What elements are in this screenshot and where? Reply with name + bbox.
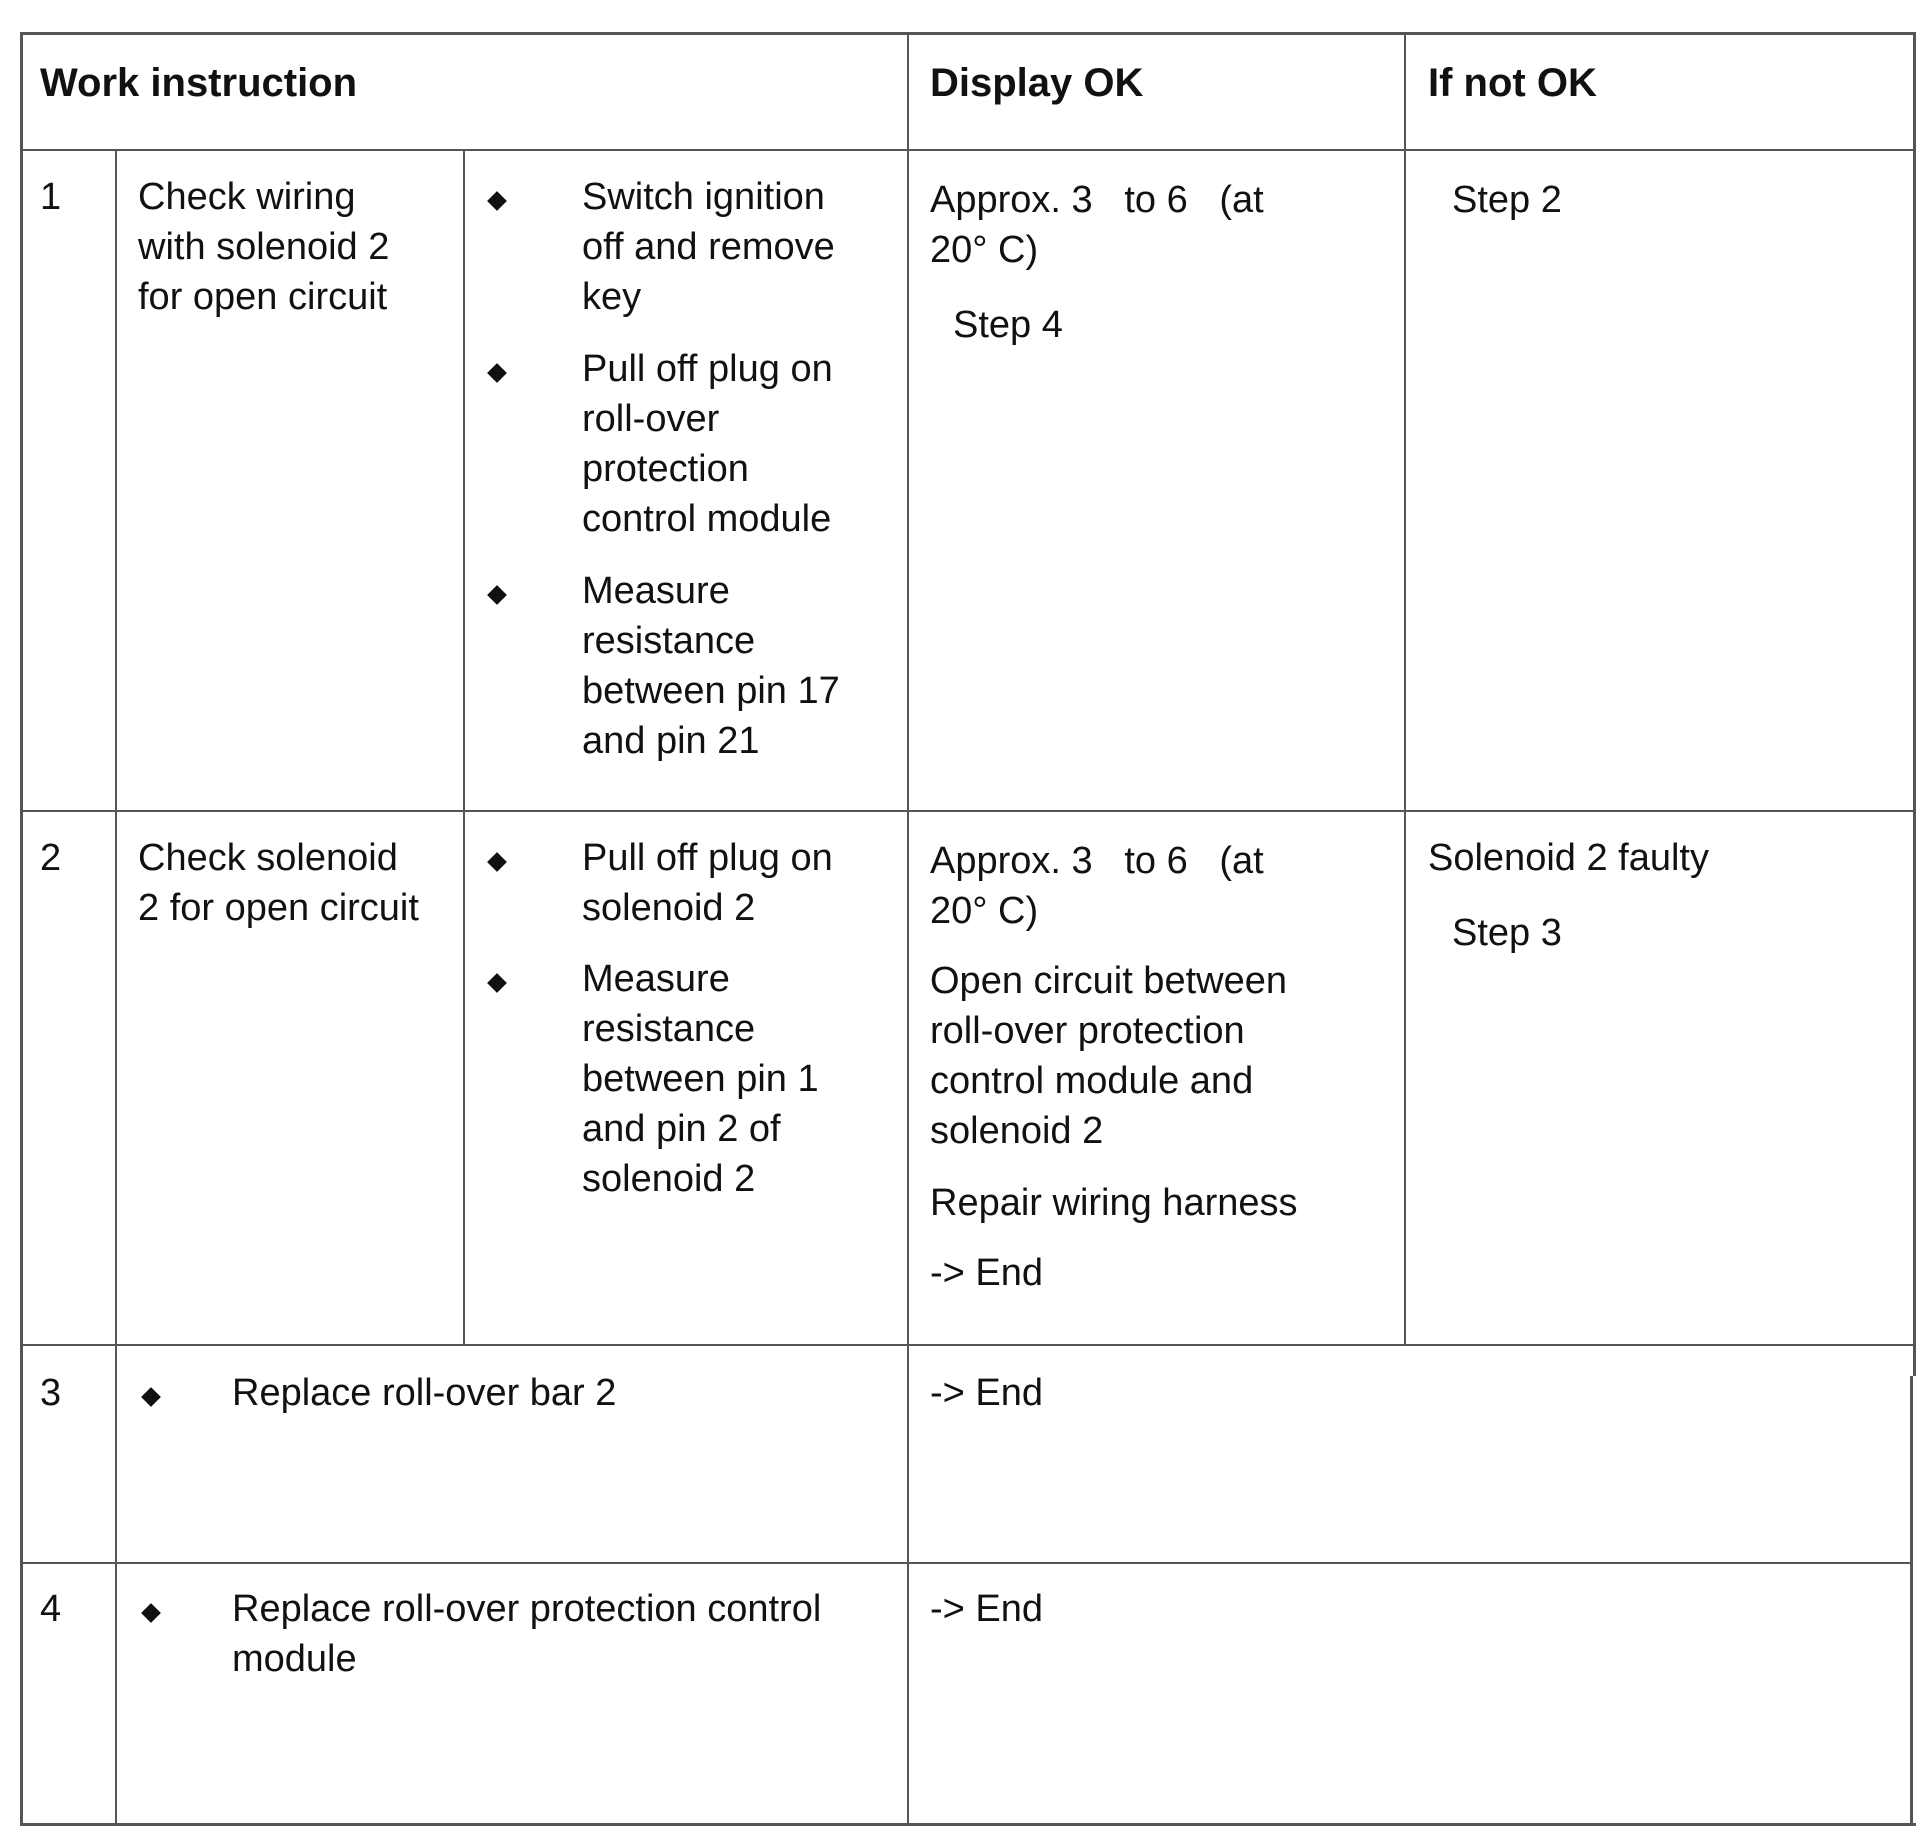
if-not-ok-next-step: Step 3 bbox=[1452, 912, 1562, 954]
if-not-ok-fault: Solenoid 2 faulty bbox=[1428, 837, 1709, 879]
action-text-line: solenoid 2 bbox=[582, 1158, 756, 1200]
action-text-line: control module bbox=[582, 498, 832, 540]
step-number: 1 bbox=[40, 176, 62, 218]
action-text-line: protection bbox=[582, 448, 749, 490]
col-divider-notok bbox=[1404, 32, 1406, 1346]
row-divider-2-3 bbox=[20, 1344, 1916, 1346]
action-text-line: key bbox=[582, 276, 642, 318]
header-if-not-ok: If not OK bbox=[1428, 61, 1597, 105]
action-text-line: resistance bbox=[582, 1008, 756, 1050]
display-ok-fault: Open circuit between bbox=[930, 960, 1287, 1002]
action-text-line: between pin 17 bbox=[582, 670, 840, 712]
display-ok-value: Approx. 3 to 6 (at bbox=[930, 179, 1264, 221]
row-divider-3-4 bbox=[20, 1562, 1913, 1564]
header-work-instruction: Work instruction bbox=[40, 61, 358, 105]
bullet-diamond-icon bbox=[487, 852, 507, 872]
display-ok-next-step: Step 4 bbox=[953, 304, 1063, 346]
table-border-right bbox=[1913, 32, 1916, 1376]
table-border-right-lower bbox=[1910, 1376, 1913, 1826]
display-ok-end: -> End bbox=[930, 1252, 1044, 1294]
action-text-line: Replace roll-over bar 2 bbox=[232, 1372, 617, 1414]
row-divider-1-2 bbox=[20, 810, 1916, 812]
check-text-line: with solenoid 2 bbox=[138, 226, 390, 268]
col-divider-step bbox=[115, 149, 117, 1826]
action-text-line: and pin 2 of bbox=[582, 1108, 781, 1150]
check-text-line: 2 for open circuit bbox=[138, 887, 419, 929]
action-text-line: Measure bbox=[582, 958, 730, 1000]
header-display-ok: Display OK bbox=[930, 61, 1144, 105]
if-not-ok-next-step: Step 2 bbox=[1452, 179, 1562, 221]
bullet-diamond-icon bbox=[141, 1387, 161, 1407]
bullet-diamond-icon bbox=[487, 191, 507, 211]
step-number: 2 bbox=[40, 837, 62, 879]
check-text-line: Check wiring bbox=[138, 176, 356, 218]
check-text-line: Check solenoid bbox=[138, 837, 398, 879]
action-text-line: solenoid 2 bbox=[582, 887, 756, 929]
table-border-top bbox=[20, 32, 1916, 35]
action-text-line: Replace roll-over protection control bbox=[232, 1588, 822, 1630]
action-text-line: Measure bbox=[582, 570, 730, 612]
col-divider-display bbox=[907, 32, 909, 1826]
display-ok-value: 20° C) bbox=[930, 890, 1039, 932]
display-ok-fault: solenoid 2 bbox=[930, 1110, 1104, 1152]
display-ok-value: Approx. 3 to 6 (at bbox=[930, 840, 1264, 882]
display-ok-fault: control module and bbox=[930, 1060, 1254, 1102]
bullet-diamond-icon bbox=[487, 585, 507, 605]
display-ok-value: 20° C) bbox=[930, 229, 1039, 271]
table-border-bottom bbox=[20, 1823, 1916, 1826]
display-ok-repair: Repair wiring harness bbox=[930, 1182, 1298, 1224]
col-divider-check bbox=[463, 149, 465, 1346]
action-text-line: and pin 21 bbox=[582, 720, 760, 762]
bullet-diamond-icon bbox=[487, 973, 507, 993]
action-text-line: Pull off plug on bbox=[582, 348, 833, 390]
check-text-line: for open circuit bbox=[138, 276, 388, 318]
result-end: -> End bbox=[930, 1588, 1044, 1630]
bullet-diamond-icon bbox=[487, 363, 507, 383]
action-text-line: module bbox=[232, 1638, 357, 1680]
result-end: -> End bbox=[930, 1372, 1044, 1414]
step-number: 3 bbox=[40, 1372, 62, 1414]
work-instruction-table bbox=[20, 32, 1916, 1826]
table-border-left bbox=[20, 32, 23, 1826]
action-text-line: between pin 1 bbox=[582, 1058, 819, 1100]
header-divider bbox=[20, 149, 1916, 151]
step-number: 4 bbox=[40, 1588, 62, 1630]
action-text-line: off and remove bbox=[582, 226, 835, 268]
display-ok-fault: roll-over protection bbox=[930, 1010, 1245, 1052]
action-text-line: roll-over bbox=[582, 398, 720, 440]
action-text-line: resistance bbox=[582, 620, 756, 662]
bullet-diamond-icon bbox=[141, 1603, 161, 1623]
action-text-line: Pull off plug on bbox=[582, 837, 833, 879]
action-text-line: Switch ignition bbox=[582, 176, 825, 218]
